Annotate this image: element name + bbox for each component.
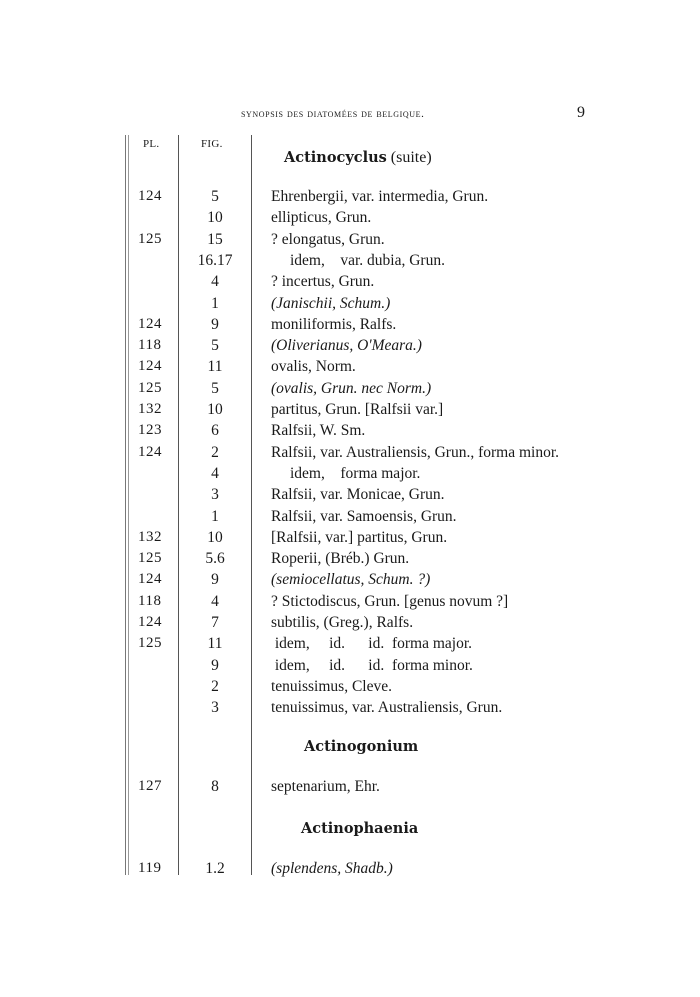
column-header-fig: FIG. — [201, 138, 223, 150]
species-name: Roperii, (Bréb.) Grun. — [271, 550, 410, 568]
table-row — [0, 633, 700, 654]
species-name: Ehrenbergii, var. intermedia, Grun. — [271, 188, 489, 205]
figure-number: 11 — [207, 358, 223, 376]
figure-number: 11 — [207, 635, 223, 653]
table-row — [0, 548, 700, 569]
figure-number: 15 — [207, 230, 223, 248]
species-name: partitus, Grun. [Ralfsii var.] — [271, 401, 444, 418]
species-name: idem, id. id. forma minor. — [271, 656, 473, 674]
genus-suffix: (suite) — [386, 149, 432, 166]
figure-number: 6 — [211, 422, 219, 440]
species-name: (Oliverianus, O'Meara.) — [271, 337, 422, 355]
species-name: ? incertus, Grun. — [271, 273, 375, 291]
table-row — [0, 655, 700, 676]
figure-number: 5 — [211, 188, 219, 205]
plate-number: 127 — [138, 778, 162, 794]
figure-number: 7 — [211, 614, 219, 631]
species-name: Ralfsii, var. Samoensis, Grun. — [271, 507, 457, 525]
table-row — [0, 207, 700, 228]
table-row — [0, 591, 700, 612]
figure-number: 8 — [211, 778, 219, 795]
table-row — [0, 776, 700, 797]
table-row — [0, 612, 700, 633]
species-name: (semiocellatus, Schum. ?) — [271, 571, 431, 589]
plate-number: 118 — [138, 337, 162, 354]
species-name: tenuissimus, Cleve. — [271, 677, 392, 695]
figure-number: 4 — [211, 464, 219, 482]
species-name: septenarium, Ehr. — [271, 778, 380, 795]
species-name: (splendens, Shadb.) — [271, 860, 393, 877]
plate-number: 132 — [138, 401, 162, 417]
plate-number: 125 — [138, 230, 162, 247]
species-name: idem, forma major. — [290, 464, 421, 482]
plate-number: 124 — [138, 571, 162, 588]
table-row — [0, 527, 700, 548]
table-row — [0, 506, 700, 527]
figure-number: 9 — [211, 571, 219, 589]
table-row — [0, 697, 700, 718]
figure-number: 5 — [211, 337, 219, 355]
species-name: (ovalis, Grun. nec Norm.) — [271, 379, 432, 397]
figure-number: 4 — [211, 273, 219, 291]
genus-name: Actinophaenia — [301, 820, 419, 837]
genus-heading — [301, 820, 418, 837]
species-name: tenuissimus, var. Australiensis, Grun. — [271, 699, 503, 717]
figure-number: 16.17 — [197, 251, 233, 269]
figure-number: 10 — [207, 528, 223, 546]
table-row — [0, 463, 700, 484]
figure-number: 4 — [211, 592, 219, 610]
figure-number: 9 — [211, 315, 219, 333]
figure-number: 2 — [211, 677, 219, 695]
plate-number: 125 — [138, 635, 162, 652]
figure-number: 9 — [211, 656, 219, 674]
page-number: 9 — [577, 104, 585, 121]
table-row — [0, 335, 700, 356]
plate-number: 124 — [138, 315, 162, 332]
column-header-pl: PL. — [143, 138, 160, 150]
table-row — [0, 186, 700, 207]
table-row — [0, 442, 700, 463]
figure-number: 3 — [211, 486, 219, 504]
plate-number: 123 — [138, 422, 162, 439]
genus-name: Actinogonium — [304, 738, 419, 755]
figure-number: 1.2 — [205, 860, 225, 877]
species-name: (Janischii, Schum.) — [271, 294, 391, 312]
figure-number: 10 — [207, 209, 223, 227]
species-name: idem, var. dubia, Grun. — [290, 251, 445, 269]
figure-number: 1 — [211, 507, 219, 525]
plate-number: 125 — [138, 379, 162, 396]
plate-number: 125 — [138, 550, 162, 567]
species-name: Ralfsii, var. Australiensis, Grun., forma minor. — [271, 443, 560, 461]
species-name: moniliformis, Ralfs. — [271, 315, 397, 333]
plate-number: 124 — [138, 188, 162, 204]
plate-number: 124 — [138, 358, 162, 375]
species-name: [Ralfsii, var.] partitus, Grun. — [271, 528, 448, 546]
table-row — [0, 250, 700, 271]
figure-number: 3 — [211, 699, 219, 717]
table-row — [0, 271, 700, 292]
table-row — [0, 356, 700, 377]
table-row — [0, 420, 700, 441]
figure-number: 10 — [207, 401, 223, 418]
plate-number: 124 — [138, 443, 162, 460]
species-name: ? Stictodiscus, Grun. [genus novum ?] — [271, 592, 509, 610]
plate-number: 132 — [138, 528, 162, 545]
figure-number: 2 — [211, 443, 219, 461]
species-name: ovalis, Norm. — [271, 358, 356, 376]
species-name: ellipticus, Grun. — [271, 209, 372, 227]
table-row — [0, 229, 700, 250]
running-title: synopsis des diatomées de belgique. — [241, 108, 425, 120]
figure-number: 5.6 — [205, 550, 225, 568]
species-name: Ralfsii, var. Monicae, Grun. — [271, 486, 445, 504]
figure-number: 1 — [211, 294, 219, 312]
genus-heading — [284, 149, 432, 167]
figure-number: 5 — [211, 379, 219, 397]
table-row — [0, 293, 700, 314]
species-name: Ralfsii, W. Sm. — [271, 422, 366, 440]
plate-number: 119 — [138, 860, 162, 876]
species-name: subtilis, (Greg.), Ralfs. — [271, 614, 414, 631]
table-row — [0, 569, 700, 590]
table-row — [0, 484, 700, 505]
plate-number: 124 — [138, 614, 162, 630]
genus-heading — [304, 738, 418, 755]
table-row — [0, 399, 700, 420]
table-row — [0, 314, 700, 335]
table-row — [0, 858, 700, 879]
genus-name: Actinocyclus — [284, 149, 387, 166]
species-name: ? elongatus, Grun. — [271, 230, 385, 248]
species-name: idem, id. id. forma major. — [271, 635, 473, 653]
plate-number: 118 — [138, 592, 162, 609]
table-row — [0, 676, 700, 697]
table-row — [0, 378, 700, 399]
